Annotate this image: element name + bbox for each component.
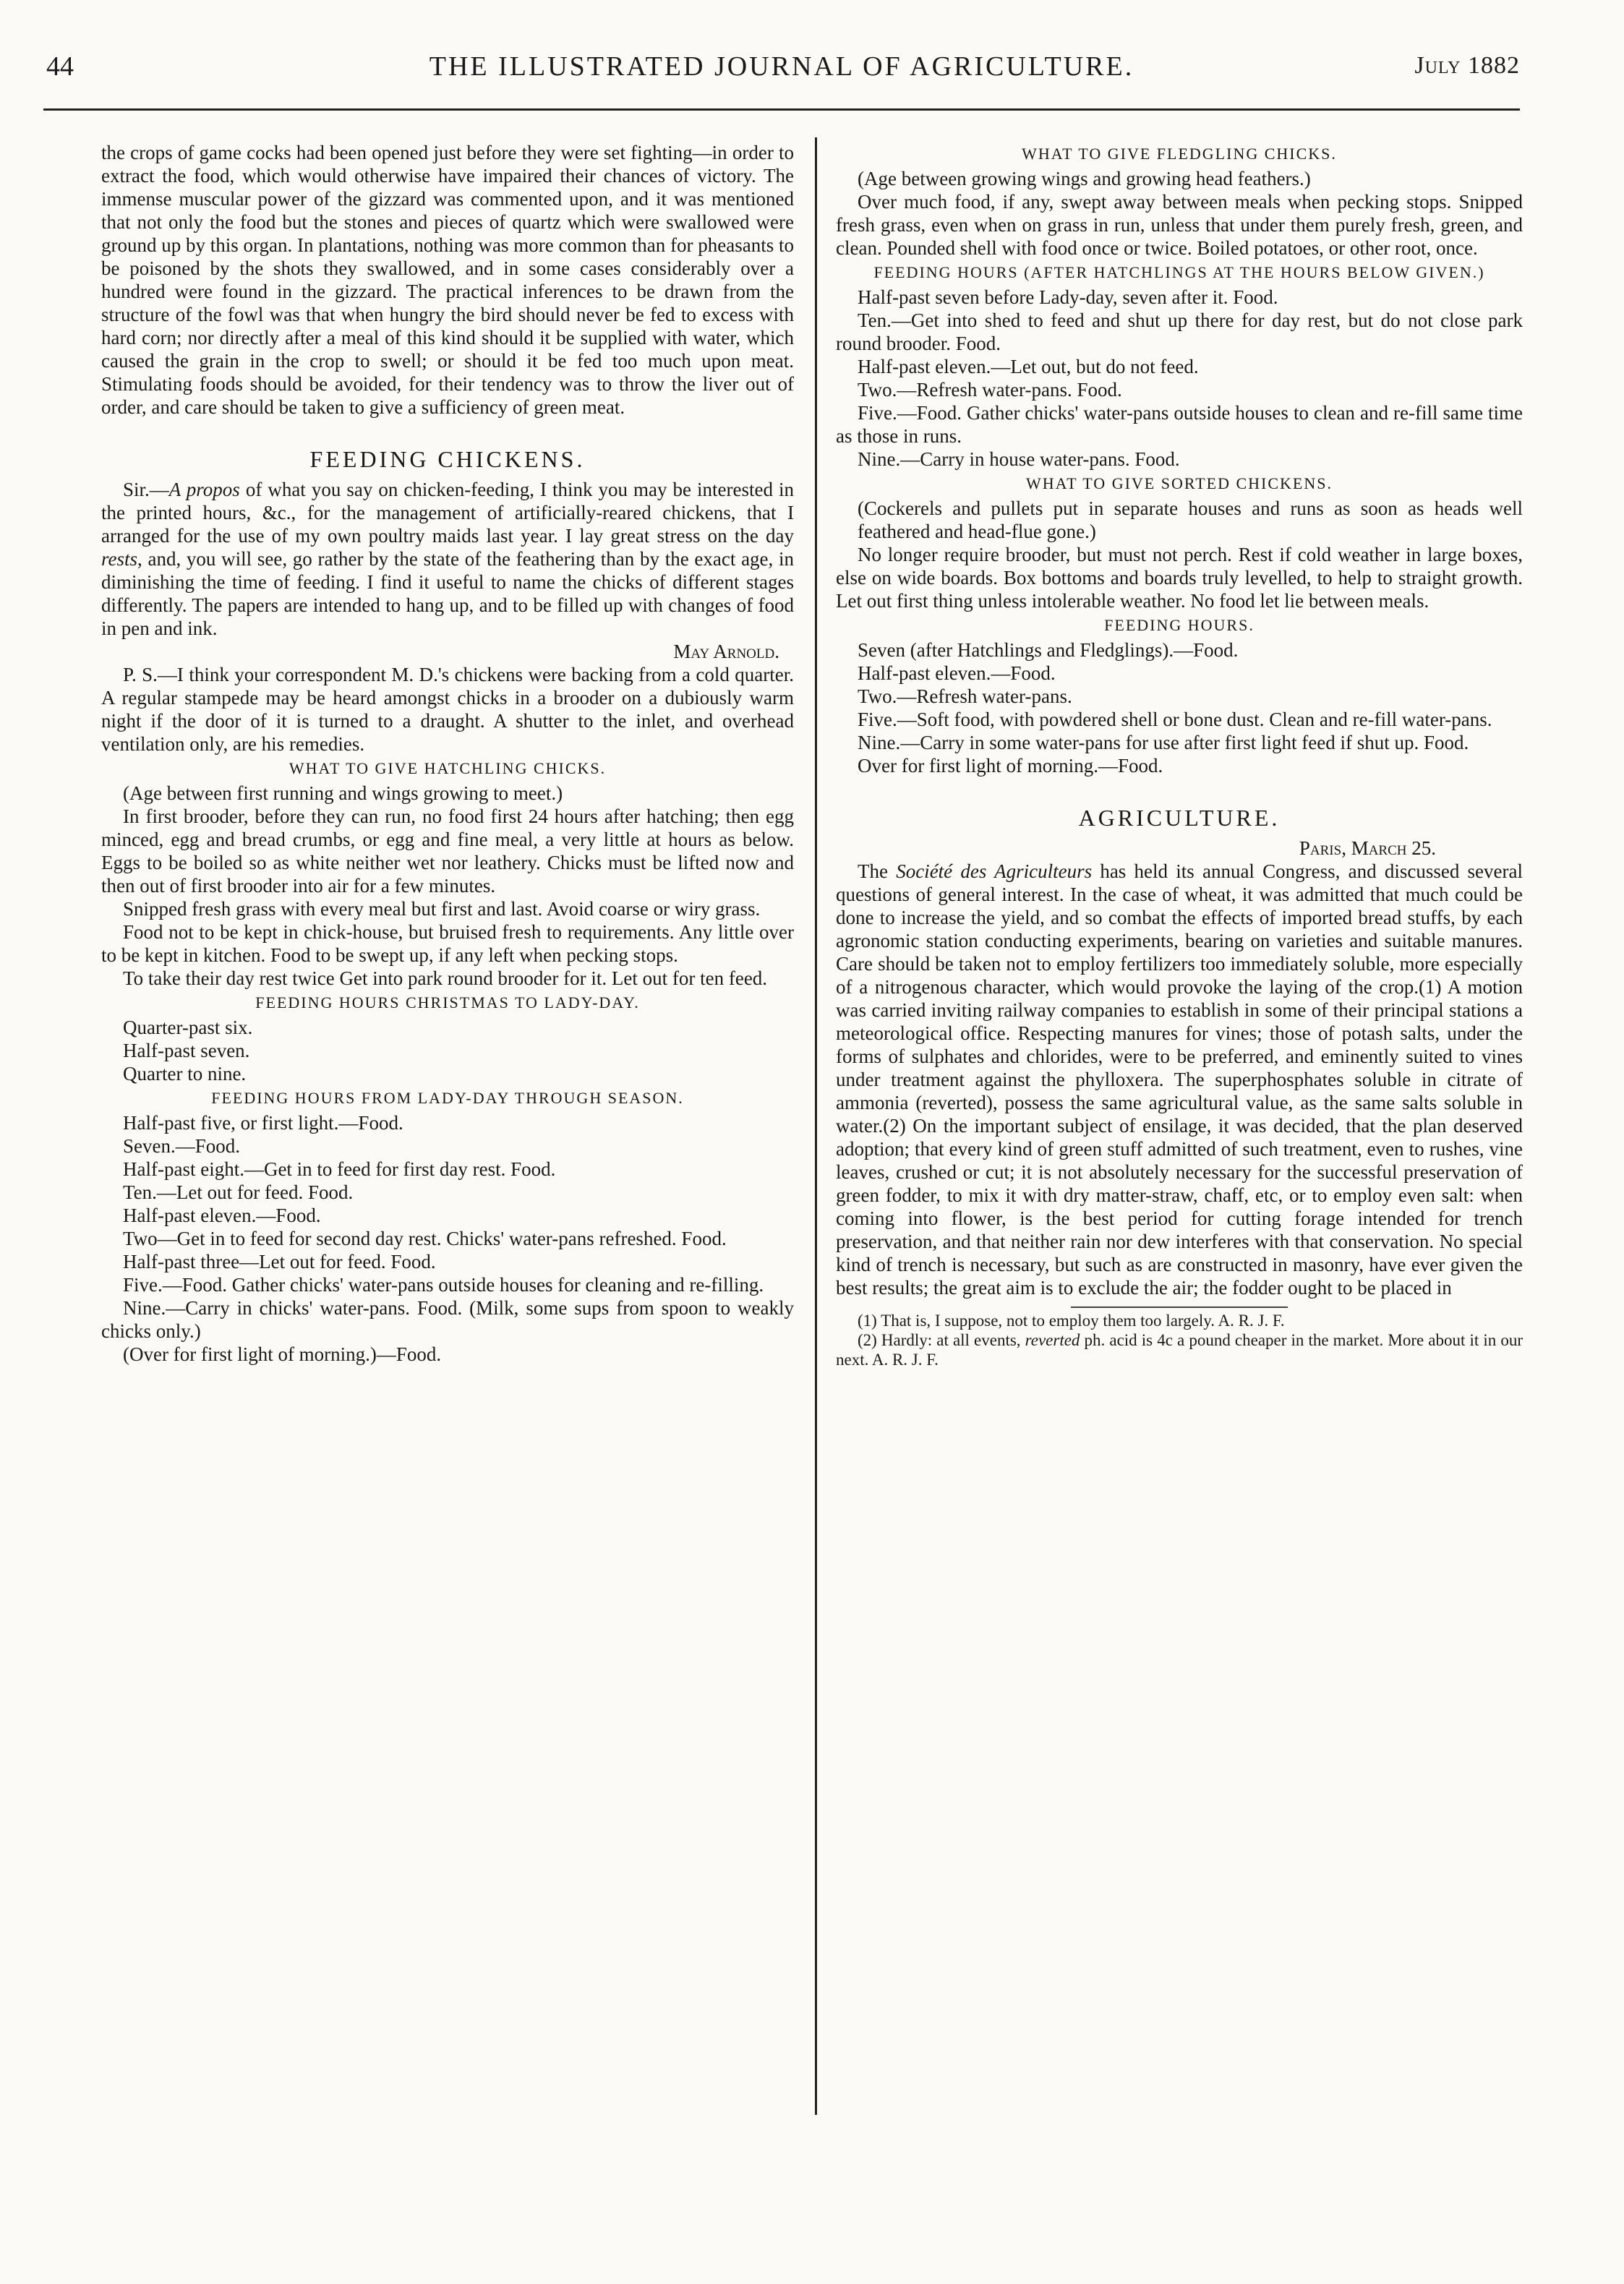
hour-item: Quarter to nine. — [123, 1063, 247, 1085]
season-item: Nine.—Carry in chicks' water-pans. Food. (Milk, some sups from spoon to weakly chicks only.) — [101, 1297, 794, 1342]
right-column — [836, 141, 1523, 1369]
fledgling-hour-item: Nine.—Carry in house water-pans. Food. — [858, 448, 1180, 470]
footnote-2-rest: ph. acid is 4c a pound cheaper in the market. More about it in our next. A. R. J. F. — [836, 1331, 1523, 1369]
column-rule — [815, 137, 817, 2115]
footnote-1: (1) That is, I suppose, not to employ them too largely. A. R. J. F. — [858, 1312, 1285, 1330]
postscript: P. S.—I think your correspondent M. D.'s chickens were backing from a cold quarter. A regular stampede may be heard amongst chicks in a brooder on a dubiously warm night if the door of it is turned to a draught. A shutter to the inlet, and overhead ventilation only, are his remedies. — [101, 664, 794, 755]
fledgling-hour-item: Half-past eleven.—Let out, but do not feed. — [858, 356, 1199, 377]
season-item: Seven.—Food. — [123, 1135, 240, 1157]
season-item: Half-past five, or first light.—Food. — [123, 1112, 403, 1134]
hatchling-paragraph-2: Snipped fresh grass with every meal but first and last. Avoid coarse or wiry grass. — [123, 898, 761, 920]
season-item: Half-past eight.—Get in to feed for first day rest. Food. — [123, 1158, 556, 1180]
sorted-hour-item: Half-past eleven.—Food. — [858, 662, 1056, 684]
page-header — [43, 43, 1520, 101]
age-note-fledgling: (Age between growing wings and growing head feathers.) — [858, 168, 1311, 189]
letter-text-1: of what you say on chicken-feeding, I think you may be interested in the printed hours, &c., for the management of artificially-reared chickens, that I arranged for the use of my own poultry maids last year. I lay great stress on the day — [101, 479, 794, 547]
intro-paragraph: the crops of game cocks had been opened just before they were set fighting—in order to extract the food, which would otherwise have impaired their chances of victory. The immense muscular power of the gizzard was commented upon, and it was mentioned that not only the food but the stones and pieces of quartz which were swallowed were ground up by this organ. In plantations, nothing was more common than for pheasants to be poisoned by the shots they swallowed, and in some cases considerably over a hundred were found in the gizzard. The practical inferences to be drawn from the structure of the fowl was that when hungry the bird should never be fed to excess with hard corn; nor directly after a meal of this kind should it be supplied with water, which caused the grain in the crop to swell; or should it be fed too much upon meat. Stimulating foods should be avoided, for their tendency was to throw the liver out of order, and care should be taken to give a sufficiency of green meat. — [101, 142, 794, 418]
hatchling-paragraph-3: Food not to be kept in chick-house, but bruised fresh to requirements. Any little over to be kept in kitchen. Food to be swept up, if any left when pecking stops. — [101, 921, 794, 966]
subheading-season-hours: FEEDING HOURS FROM LADY-DAY THROUGH SEASON. — [211, 1089, 684, 1107]
letter-italic-apropos: A propos — [168, 479, 240, 500]
subheading-fledgling: WHAT TO GIVE FLEDGLING CHICKS. — [1022, 145, 1337, 163]
footnote-rule — [1071, 1306, 1288, 1308]
fledgling-hour-item: Two.—Refresh water-pans. Food. — [858, 379, 1122, 401]
age-note-hatchling: (Age between first running and wings growing to meet.) — [123, 782, 563, 804]
dateline: Paris, March 25. — [1299, 837, 1436, 859]
journal-title: THE ILLUSTRATED JOURNAL OF AGRICULTURE. — [429, 51, 1134, 82]
season-item: Half-past three—Let out for feed. Food. — [123, 1251, 436, 1273]
sorted-paragraph: No longer require brooder, but must not perch. Rest if cold weather in large boxes, else on wide boards. Box bottoms and boards truly levelled, to help to straight growth. Let out first thing unless intolerable weather. No food let lie between meals. — [836, 544, 1523, 612]
article-heading-agriculture: AGRICULTURE. — [1078, 805, 1281, 831]
header-rule — [43, 108, 1520, 111]
season-item: Two—Get in to feed for second day rest. Chicks' water-pans refreshed. Food. — [123, 1228, 727, 1249]
season-item: (Over for first light of morning.)—Food. — [123, 1343, 442, 1365]
footnote-2 — [836, 1330, 1523, 1369]
agri-text: has held its annual Congress, and discussed several questions of general interest. In the case of wheat, it was admitted that much could be done to increase the yield, and so combat the effects of imported bread stuffs, by each agronomic station conducting experiments, bearing on varieties and suitable manures. Care should be taken not to employ fertilizers too immediately soluble, more especially of a nitrogenous character, which would provoke the laying of the crop.(1) A motion was carried inviting railway companies to establish in some of their principal stations a meteorological office. Respecting manures for vines; those of potash salts, under the forms of sulphates and chlorides, were to be preferred, and eminently suited to vines under treatment against the phylloxera. The superphosphates soluble in citrate of ammonia (reverted), possess the same agricultural value, as the same salts soluble in water.(2) On the important subject of ensilage, it was decided, that the plan deserved adoption; that every kind of green stuff admitted of such treatment, even to rushes, vine leaves, crushed or cut; it is not absolutely necessary for the successful preservation of green fodder, to mix it with dry matter-straw, chaff, etc, or to employ even salt: when coming into flower, is the best period for cutting forage intended for trench preservation, and that neither rain nor dew interferes with that conservation. No special kind of trench is necessary, but such as are constructed in masonry, have ever given the best results; the great aim is to exclude the air; the fodder ought to be placed in — [836, 860, 1523, 1299]
hatchling-paragraph-4: To take their day rest twice Get into park round brooder for it. Let out for ten feed. — [123, 967, 768, 989]
fledgling-paragraph: Over much food, if any, swept away between meals when pecking stops. Snipped fresh grass, even when on grass in run, unless that under them purely fresh, green, and clean. Pounded shell with food once or twice. Boiled potatoes, or other root, once. — [836, 191, 1523, 259]
letter-signature: May Arnold. — [673, 641, 779, 662]
season-item: Five.—Food. Gather chicks' water-pans outside houses for cleaning and re-filling. — [123, 1274, 764, 1296]
fledgling-hour-item: Ten.—Get into shed to feed and shut up there for day rest, but do not close park round brooder. Food. — [836, 309, 1523, 354]
letter-paragraph — [101, 478, 794, 640]
subheading-fledgling-hours: FEEDING HOURS (AFTER HATCHLINGS AT THE HOURS BELOW GIVEN.) — [873, 263, 1485, 281]
agri-text-pre: The — [858, 860, 897, 882]
sorted-hour-item: Five.—Soft food, with powdered shell or bone dust. Clean and re-fill water-pans. — [858, 709, 1492, 730]
subheading-sorted: WHAT TO GIVE SORTED CHICKENS. — [1026, 474, 1333, 492]
sorted-hour-item: Nine.—Carry in some water-pans for use after first light feed if shut up. Food. — [858, 732, 1469, 753]
sorted-hour-item: Two.—Refresh water-pans. — [858, 685, 1072, 707]
left-column — [101, 141, 794, 1366]
season-item: Half-past eleven.—Food. — [123, 1205, 321, 1226]
subheading-hatchling: WHAT TO GIVE HATCHLING CHICKS. — [289, 759, 607, 777]
page-number: 44 — [46, 51, 74, 82]
letter-salutation: Sir.— — [123, 479, 169, 500]
hour-item: Half-past seven. — [123, 1040, 250, 1061]
fledgling-hour-item: Half-past seven before Lady-day, seven after it. Food. — [858, 286, 1278, 308]
article-heading-feeding-chickens: FEEDING CHICKENS. — [309, 446, 586, 472]
letter-italic-rests: rests — [101, 548, 138, 570]
letter-text-2: , and, you will see, go rather by the state of the feathering than by the exact age, in diminishing the time of feeding. I find it useful to name the chicks of different stages differently. The papers are intended to hang up, and to be filled up with changes of food in pen and ink. — [101, 548, 794, 639]
agri-italic-societe: Société des Agriculteurs — [896, 860, 1093, 882]
season-item: Ten.—Let out for feed. Food. — [123, 1181, 354, 1203]
issue-date: July 1882 — [1414, 52, 1520, 79]
agriculture-paragraph — [836, 860, 1523, 1299]
hatchling-paragraph-1: In first brooder, before they can run, no food first 24 hours after hatching; then egg minced, egg and bread crumbs, or egg and fine meal, a very little at hours as below. Eggs to be boiled so as white neither wet nor leathery. Chicks must be lifted now and then out of first brooder into air for a few minutes. — [101, 805, 794, 897]
footnote-2-pre: (2) Hardly: at all events, — [858, 1331, 1025, 1349]
age-note-sorted: (Cockerels and pullets put in separate houses and runs as soon as heads well feathered and head-flue gone.) — [858, 497, 1523, 542]
sorted-hour-item: Over for first light of morning.—Food. — [858, 755, 1163, 777]
fledgling-hour-item: Five.—Food. Gather chicks' water-pans outside houses to clean and re-fill same time as those in runs. — [836, 402, 1523, 447]
sorted-hour-item: Seven (after Hatchlings and Fledglings).—Food. — [858, 639, 1239, 661]
subheading-christmas-hours: FEEDING HOURS CHRISTMAS TO LADY-DAY. — [255, 993, 640, 1011]
subheading-feeding-hours: FEEDING HOURS. — [1104, 616, 1255, 634]
footnote-2-italic: reverted — [1025, 1331, 1080, 1349]
hour-item: Quarter-past six. — [123, 1017, 253, 1038]
